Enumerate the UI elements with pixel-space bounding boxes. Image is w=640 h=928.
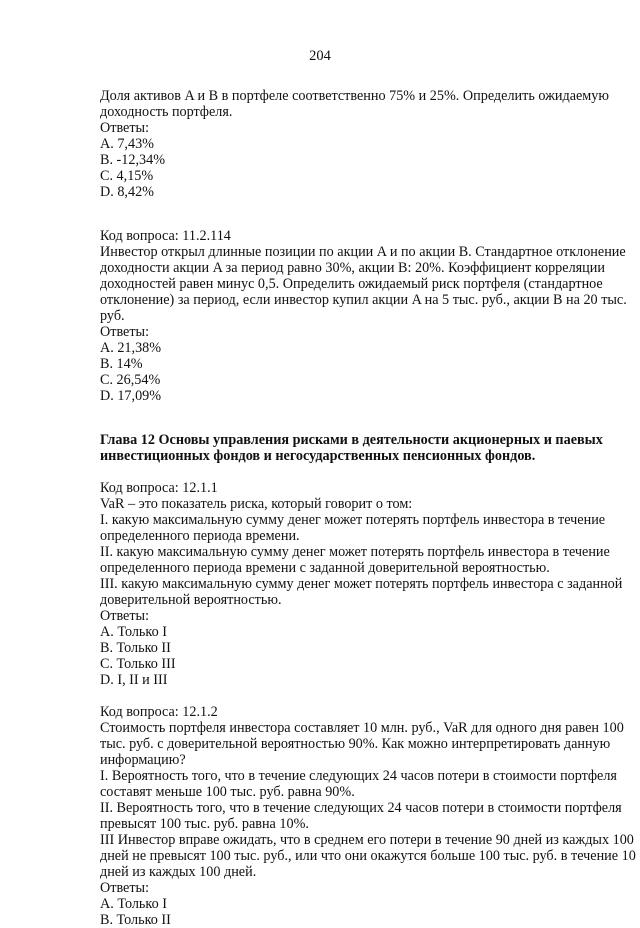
question-line: доходностей равен минус 0,5. Определить ожидаемый риск портфеля (стандартное bbox=[100, 276, 603, 292]
answer-option: B. 14% bbox=[100, 356, 143, 372]
question-line: I. Вероятность того, что в течение следующих 24 часов потери в стоимости портфеля bbox=[100, 768, 617, 784]
answer-option: A. Только I bbox=[100, 624, 167, 640]
answer-option: B. Только II bbox=[100, 640, 171, 656]
question-line: руб. bbox=[100, 308, 125, 324]
question-block-3 bbox=[100, 480, 623, 688]
question-line: II. Вероятность того, что в течение следующих 24 часов потери в стоимости портфеля bbox=[100, 800, 622, 816]
question-block-4 bbox=[100, 704, 636, 928]
question-line: III Инвестор вправе ожидать, что в среднем его потери в течение 90 дней из каждых 100 bbox=[100, 832, 634, 848]
question-line: определенного периода времени. bbox=[100, 528, 300, 544]
question-line: дней из каждых 100 дней. bbox=[100, 864, 257, 880]
answers-label: Ответы: bbox=[100, 324, 150, 340]
question-block-1 bbox=[100, 88, 609, 200]
answer-option: C. Только III bbox=[100, 656, 176, 672]
question-line: Стоимость портфеля инвестора составляет 10 млн. руб., VaR для одного дня равен 100 bbox=[100, 720, 624, 736]
chapter-heading-line: Глава 12 Основы управления рисками в деятельности акционерных и паевых bbox=[100, 432, 603, 448]
question-line: I. какую максимальную сумму денег может потерять портфель инвестора в течение bbox=[100, 512, 606, 528]
answer-option: C. 4,15% bbox=[100, 168, 154, 184]
question-line: доходности акции A за период равно 30%, акции B: 20%. Коэффициент корреляции bbox=[100, 260, 605, 276]
question-line: доходность портфеля. bbox=[100, 104, 233, 120]
question-line: VaR – это показатель риска, который говорит о том: bbox=[100, 496, 413, 512]
question-line: превысят 100 тыс. руб. равна 10%. bbox=[100, 816, 309, 832]
answer-option: D. 17,09% bbox=[100, 388, 162, 404]
answer-option: C. 26,54% bbox=[100, 372, 161, 388]
question-line: Доля активов A и B в портфеле соответственно 75% и 25%. Определить ожидаемую bbox=[100, 88, 609, 104]
chapter-heading-line: инвестиционных фондов и негосударственных пенсионных фондов. bbox=[100, 448, 536, 464]
question-code: Код вопроса: 12.1.2 bbox=[100, 704, 218, 720]
question-line: составят меньше 100 тыс. руб. равна 90%. bbox=[100, 784, 355, 800]
chapter-heading bbox=[100, 432, 603, 464]
question-line: II. какую максимальную сумму денег может потерять портфель инвестора в течение bbox=[100, 544, 610, 560]
answer-option: D. 8,42% bbox=[100, 184, 154, 200]
answers-label: Ответы: bbox=[100, 120, 150, 136]
answer-option: A. Только I bbox=[100, 896, 167, 912]
question-code: Код вопроса: 12.1.1 bbox=[100, 480, 218, 496]
answers-label: Ответы: bbox=[100, 608, 150, 624]
question-code: Код вопроса: 11.2.114 bbox=[100, 228, 231, 244]
page-number: 204 bbox=[309, 48, 331, 64]
answer-option: D. I, II и III bbox=[100, 672, 168, 688]
answer-option: B. -12,34% bbox=[100, 152, 166, 168]
answer-option: B. Только II bbox=[100, 912, 171, 928]
question-line: тыс. руб. с доверительной вероятностью 90%. Как можно интерпретировать данную bbox=[100, 736, 611, 752]
answer-option: A. 7,43% bbox=[100, 136, 154, 152]
answers-label: Ответы: bbox=[100, 880, 150, 896]
answer-option: A. 21,38% bbox=[100, 340, 162, 356]
question-line: Инвестор открыл длинные позиции по акции A и по акции B. Стандартное отклонение bbox=[100, 244, 626, 260]
question-block-2 bbox=[100, 228, 627, 404]
question-line: III. какую максимальную сумму денег может потерять портфель инвестора с заданной bbox=[100, 576, 623, 592]
question-line: информацию? bbox=[100, 752, 186, 768]
question-line: дней не превысят 100 тыс. руб., или что они окажутся больше 100 тыс. руб. в течение 10 bbox=[100, 848, 636, 864]
question-line: отклонение) за период, если инвестор купил акции A на 5 тыс. руб., акции B на 20 тыс. bbox=[100, 292, 627, 308]
page-content bbox=[100, 88, 636, 928]
question-line: определенного периода времени с заданной доверительной вероятностью. bbox=[100, 560, 550, 576]
question-line: доверительной вероятностью. bbox=[100, 592, 282, 608]
